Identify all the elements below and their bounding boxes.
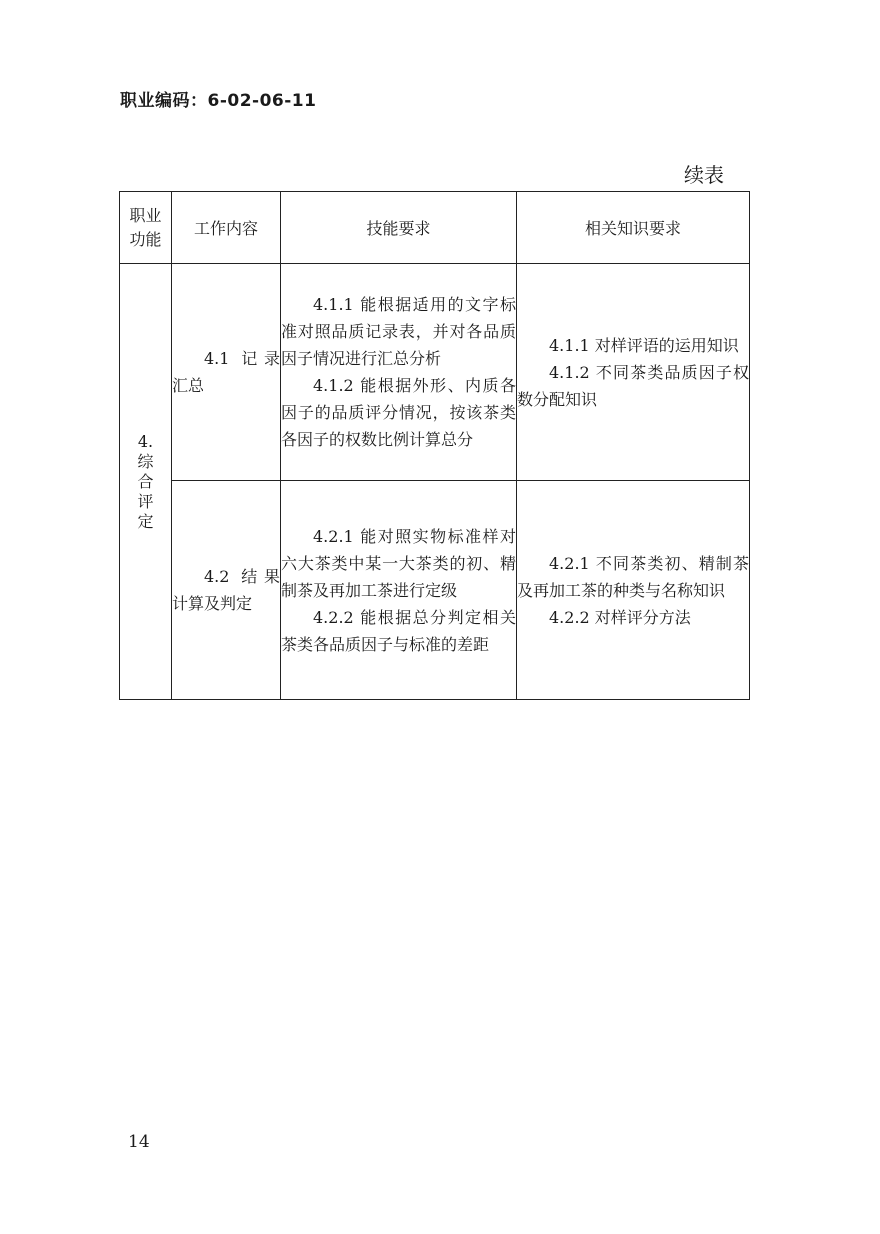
work-cell: [172, 481, 281, 700]
knowledge-cell: [517, 481, 750, 700]
function-cell: [120, 264, 172, 700]
continued-label: 续表: [684, 163, 724, 187]
skill-item: 4.2.2 能根据总分判定相关茶类各品质因子与标准的差距: [281, 607, 516, 654]
knowledge-item: 4.1.1 对样评语的运用知识: [549, 335, 739, 355]
knowledge-item: 4.2.2 对样评分方法: [549, 607, 691, 627]
header-work: 工作内容: [172, 192, 281, 264]
function-char: 定: [137, 511, 154, 531]
header-skills: 技能要求: [281, 192, 517, 264]
function-char: 综: [137, 451, 154, 471]
table-header-row: [120, 192, 750, 264]
skills-cell: [281, 264, 517, 481]
page-number: 14: [128, 1132, 150, 1152]
table-row: [120, 264, 750, 481]
table-row: [120, 481, 750, 700]
header-knowledge: 相关知识要求: [517, 192, 750, 264]
occupation-code: 职业编码：6-02-06-11: [120, 91, 317, 111]
skill-item: 4.2.1 能对照实物标准样对六大茶类中某一大茶类的初、精制茶及再加工茶进行定级: [281, 526, 516, 600]
function-number: 4.: [137, 431, 154, 451]
skills-cell: [281, 481, 517, 700]
function-char: 评: [137, 491, 154, 511]
knowledge-item: 4.2.1 不同茶类初、精制茶及再加工茶的种类与名称知识: [517, 553, 749, 600]
header-function: 职业 功能: [120, 192, 172, 264]
skill-item: 4.1.2 能根据外形、内质各因子的品质评分情况，按该茶类各因子的权数比例计算总分: [281, 376, 516, 449]
function-char: 合: [137, 471, 154, 491]
skill-item: 4.1.1 能根据适用的文字标准对照品质记录表，并对各品质因子情况进行汇总分析: [281, 295, 516, 368]
skills-table: [119, 191, 750, 700]
work-cell: [172, 264, 281, 481]
work-text: 4.2 结果计算及判定: [172, 567, 280, 613]
knowledge-cell: [517, 264, 750, 481]
work-text: 4.1 记录汇总: [172, 349, 280, 395]
knowledge-item: 4.1.2 不同茶类品质因子权数分配知识: [517, 362, 749, 409]
